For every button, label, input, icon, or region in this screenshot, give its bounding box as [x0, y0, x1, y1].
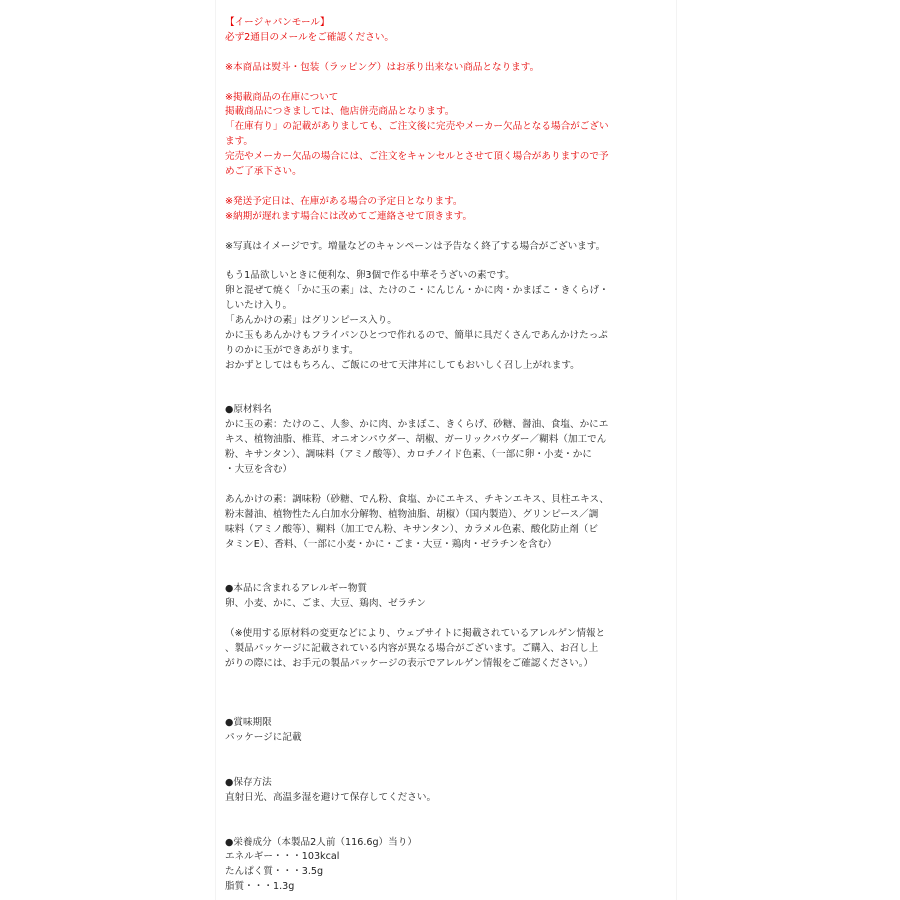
- ingredient-line: ・大豆を含む）: [225, 464, 293, 476]
- product-description: [225, 269, 675, 373]
- ingredients-section: [225, 403, 675, 552]
- description-line: 「あんかけの素」はグリンピース入り。: [225, 315, 397, 327]
- allergens-section: [225, 582, 675, 671]
- stock-line: めご了承下さい。: [225, 166, 302, 178]
- ingredient-line: 味料（アミノ酸等）、糊料（加工でん粉、キサンタン）、カラメル色素、酸化防止剤（ビ: [225, 523, 598, 535]
- product-description-document: [225, 16, 675, 895]
- storage-section: [225, 776, 675, 806]
- ingredient-line: キス、植物油脂、椎茸、オニオンパウダー、胡椒、ガーリックパウダー／糊料（加工でん: [225, 434, 607, 446]
- nutrition-line: エネルギー・・・103kcal: [225, 851, 340, 863]
- shelf-life-value: パッケージに記載: [225, 732, 302, 744]
- spacer: [225, 672, 675, 687]
- spacer: [225, 374, 675, 389]
- section-heading: ●原材料名: [225, 404, 272, 416]
- ingredient-line: あんかけの素：調味粉（砂糖、でん粉、食塩、かにエキス、チキンエキス、貝柱エキス、: [225, 493, 609, 505]
- shipping-notice: ※発送予定日は、在庫がある場合の予定日となります。: [225, 195, 463, 207]
- spacer: [225, 46, 675, 61]
- stock-line: 掲載商品につきましては、他店併売商品となります。: [225, 106, 455, 118]
- spacer: [225, 612, 675, 627]
- email-notice: 必ず2通目のメールをご確認ください。: [225, 31, 395, 43]
- ingredient-line: かに玉の素：たけのこ、人参、かに肉、かまぼこ、きくらげ、砂糖、醤油、食塩、かにエ: [225, 419, 609, 431]
- description-line: おかずとしてはもちろん、ご飯にのせて天津丼にしてもおいしく召し上がれます。: [225, 359, 580, 371]
- spacer: [225, 806, 675, 821]
- stock-line: 完売やメーカー欠品の場合には、ご注文をキャンセルとさせて頂く場合がありますので予: [225, 151, 609, 163]
- spacer: [225, 553, 675, 568]
- spacer: [225, 225, 675, 240]
- description-line: しいたけ入り。: [225, 300, 293, 312]
- photo-notice: ※写真はイメージです。増量などのキャンペーンは予告なく終了する場合がございます。: [225, 240, 606, 252]
- allergen-note-line: 、製品パッケージに記載されている内容が異なる場合がございます。ご購入、お召し上: [225, 642, 599, 654]
- shipping-notice: ※納期が遅れます場合には改めてご連絡させて頂きます。: [225, 210, 473, 222]
- section-heading: ●本品に含まれるアレルギー物質: [225, 583, 368, 595]
- spacer: [225, 821, 675, 836]
- spacer: [225, 254, 675, 269]
- spacer: [225, 567, 675, 582]
- ingredient-line: 粉末醤油、植物性たん白加水分解物、植物油脂、胡椒）（国内製造）、グリンピース／調: [225, 508, 599, 520]
- spacer: [225, 746, 675, 761]
- stock-line: ます。: [225, 136, 254, 148]
- description-line: 卵と混ぜて焼く「かに玉の素」は、たけのこ・にんじん・かに肉・かまぼこ・きくらげ・: [225, 285, 609, 297]
- ingredient-line: 粉、キサンタン）、調味料（アミノ酸等）、カロチノイド色素、（一部に卵・小麦・かに: [225, 449, 592, 461]
- section-heading: ●賞味期限: [225, 717, 272, 729]
- shelf-life-section: [225, 716, 675, 746]
- description-line: もう1品欲しいときに便利な、卵3個で作る中華そうざいの素です。: [225, 270, 515, 282]
- nutrition-section: [225, 836, 675, 896]
- stock-heading: ※掲載商品の在庫について: [225, 91, 339, 103]
- description-line: かに玉もあんかけもフライパンひとつで作れるので、簡単に具だくさんであんかけたっぷ: [225, 329, 608, 341]
- spacer: [225, 180, 675, 195]
- spacer: [225, 478, 675, 493]
- spacer: [225, 687, 675, 702]
- nutrition-line: たんぱく質・・・3.5g: [225, 866, 324, 878]
- spacer: [225, 701, 675, 716]
- ingredient-line: タミンE）、香料、（一部に小麦・かに・ごま・大豆・鶏肉・ゼラチンを含む）: [225, 538, 557, 550]
- spacer: [225, 761, 675, 776]
- allergen-list: 卵、小麦、かに、ごま、大豆、鶏肉、ゼラチン: [225, 598, 426, 610]
- shop-notices: [225, 16, 675, 225]
- stock-line: 「在庫有り」の記載がありましても、ご注文後に完売やメーカー欠品となる場合がござい: [225, 121, 609, 133]
- allergen-note-line: （※使用する原材料の変更などにより、ウェブサイトに掲載されているアレルゲン情報と: [225, 627, 606, 639]
- section-heading: ●保存方法: [225, 776, 272, 788]
- description-line: りのかに玉ができあがります。: [225, 344, 359, 356]
- nutrition-line: 脂質・・・1.3g: [225, 881, 295, 893]
- allergen-note-line: がりの際には、お手元の製品パッケージの表示でアレルゲン情報をご確認ください。）: [225, 657, 594, 669]
- spacer: [225, 389, 675, 404]
- shop-name: 【イージャパンモール】: [225, 17, 330, 28]
- section-heading: ●栄養成分（本製品2人前（116.6g）当り）: [225, 836, 417, 848]
- gift-wrap-notice: ※本商品は熨斗・包装（ラッピング）はお承り出来ない商品となります。: [225, 61, 540, 73]
- spacer: [225, 76, 675, 91]
- storage-value: 直射日光、高温多湿を避けて保存してください。: [225, 791, 437, 803]
